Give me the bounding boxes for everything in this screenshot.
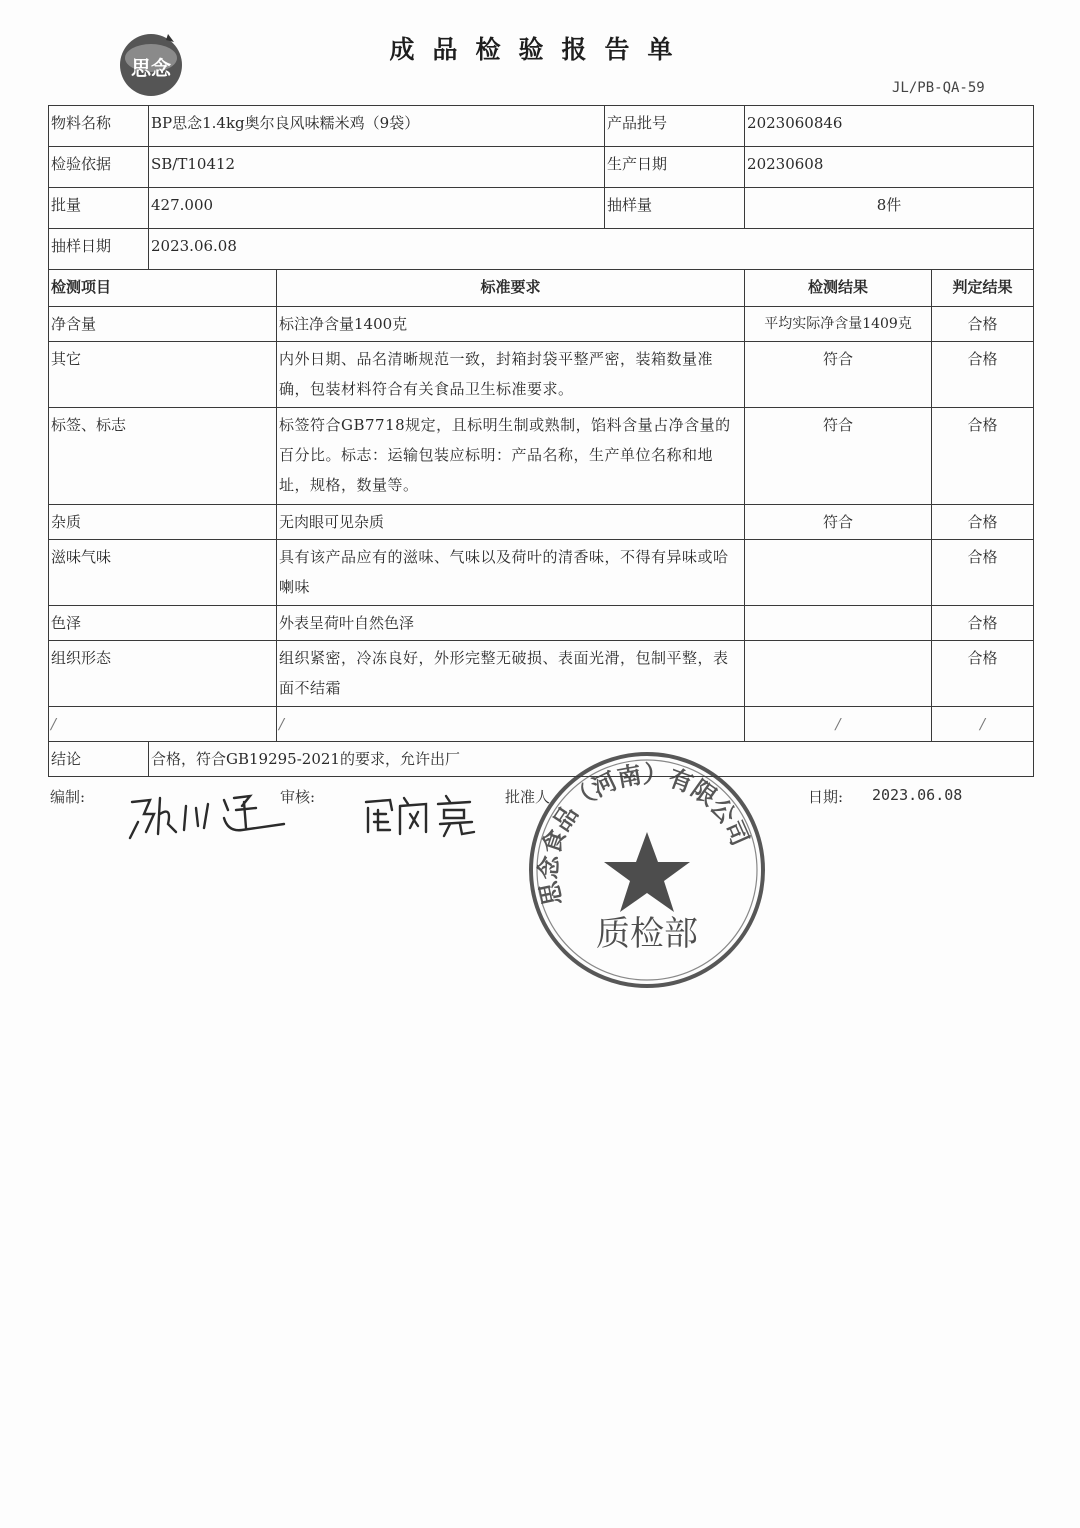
row-result: 符合 [745, 342, 932, 408]
table-row [49, 342, 1034, 408]
row-verdict: / [932, 707, 1034, 742]
compiled-label: 编制: [50, 788, 86, 806]
sample-date-value: 2023.06.08 [149, 229, 1034, 270]
document-title: 成品检验报告单 [389, 35, 691, 64]
approve-label: 批准人 [505, 788, 551, 806]
inspection-table [48, 105, 1034, 777]
row-result [745, 606, 932, 641]
table-row [49, 540, 1034, 606]
prod-date-value: 20230608 [745, 147, 1034, 188]
info-row-sample-date [49, 229, 1034, 270]
row-standard: 内外日期、品名清晰规范一致，封箱封袋平整严密，装箱数量准确，包装材料符合有关食品卫生标准要求。 [277, 342, 745, 408]
table-row [49, 641, 1034, 707]
row-standard: 具有该产品应有的滋味、气味以及荷叶的清香味，不得有异味或哈喇味 [277, 540, 745, 606]
row-result [745, 641, 932, 707]
row-item: 净含量 [49, 307, 277, 342]
row-result [745, 540, 932, 606]
prod-date-label: 生产日期 [605, 147, 745, 188]
row-standard: / [277, 707, 745, 742]
row-verdict: 合格 [932, 540, 1034, 606]
info-row-qty [49, 188, 1034, 229]
row-result: 符合 [745, 505, 932, 540]
header-verdict: 判定结果 [932, 270, 1034, 307]
batch-no-label: 产品批号 [605, 106, 745, 147]
svg-text:思念: 思念 [131, 56, 171, 80]
info-row-material [49, 106, 1034, 147]
date-value: 2023.06.08 [872, 786, 963, 804]
header-item: 检测项目 [49, 270, 277, 307]
row-verdict: 合格 [932, 505, 1034, 540]
document-number: JL/PB-QA-59 [892, 80, 985, 96]
info-row-basis [49, 147, 1034, 188]
table-row [49, 505, 1034, 540]
row-standard: 标签符合GB7718规定，且标明生制或熟制，馅料含量占净含量的百分比。标志：运输包装应标明：产品名称，生产单位名称和地址，规格，数量等。 [277, 408, 745, 505]
conclusion-value: 合格，符合GB19295-2021的要求，允许出厂 [149, 742, 1034, 777]
table-header-row [49, 270, 1034, 307]
row-standard: 无肉眼可见杂质 [277, 505, 745, 540]
row-result: 符合 [745, 408, 932, 505]
qty-label: 批量 [49, 188, 149, 229]
basis-value: SB/T10412 [149, 147, 605, 188]
date-label: 日期: [808, 788, 844, 806]
quality-department-stamp [527, 750, 767, 990]
row-item: 其它 [49, 342, 277, 408]
row-item: 滋味气味 [49, 540, 277, 606]
compiler-signature [124, 784, 294, 844]
row-item: 标签、标志 [49, 408, 277, 505]
row-result: / [745, 707, 932, 742]
row-verdict: 合格 [932, 307, 1034, 342]
sample-date-label: 抽样日期 [49, 229, 149, 270]
row-item: 组织形态 [49, 641, 277, 707]
row-verdict: 合格 [932, 408, 1034, 505]
row-item: 杂质 [49, 505, 277, 540]
conclusion-label: 结论 [49, 742, 149, 777]
table-row [49, 606, 1034, 641]
batch-no-value: 2023060846 [745, 106, 1034, 147]
table-row [49, 408, 1034, 505]
svg-text:质检部: 质检部 [596, 914, 698, 954]
qty-value: 427.000 [149, 188, 605, 229]
header-standard: 标准要求 [277, 270, 745, 307]
reviewer-signature [360, 790, 490, 840]
row-standard: 组织紧密，冷冻良好，外形完整无破损、表面光滑，包制平整，表面不结霜 [277, 641, 745, 707]
header-result: 检测结果 [745, 270, 932, 307]
table-row [49, 307, 1034, 342]
basis-label: 检验依据 [49, 147, 149, 188]
row-item: 色泽 [49, 606, 277, 641]
row-item: / [49, 707, 277, 742]
row-verdict: 合格 [932, 606, 1034, 641]
review-label: 审核: [280, 788, 316, 806]
row-standard: 标注净含量1400克 [277, 307, 745, 342]
row-result: 平均实际净含量1409克 [745, 307, 932, 342]
row-verdict: 合格 [932, 641, 1034, 707]
sample-qty-label: 抽样量 [605, 188, 745, 229]
material-value: BP思念1.4kg奥尔良风味糯米鸡（9袋） [149, 106, 605, 147]
table-row [49, 707, 1034, 742]
row-verdict: 合格 [932, 342, 1034, 408]
sample-qty-value: 8件 [745, 188, 1034, 229]
material-label: 物料名称 [49, 106, 149, 147]
svg-text:思念食品（河南）有限公司: 思念食品（河南）有限公司 [534, 760, 755, 909]
row-standard: 外表呈荷叶自然色泽 [277, 606, 745, 641]
